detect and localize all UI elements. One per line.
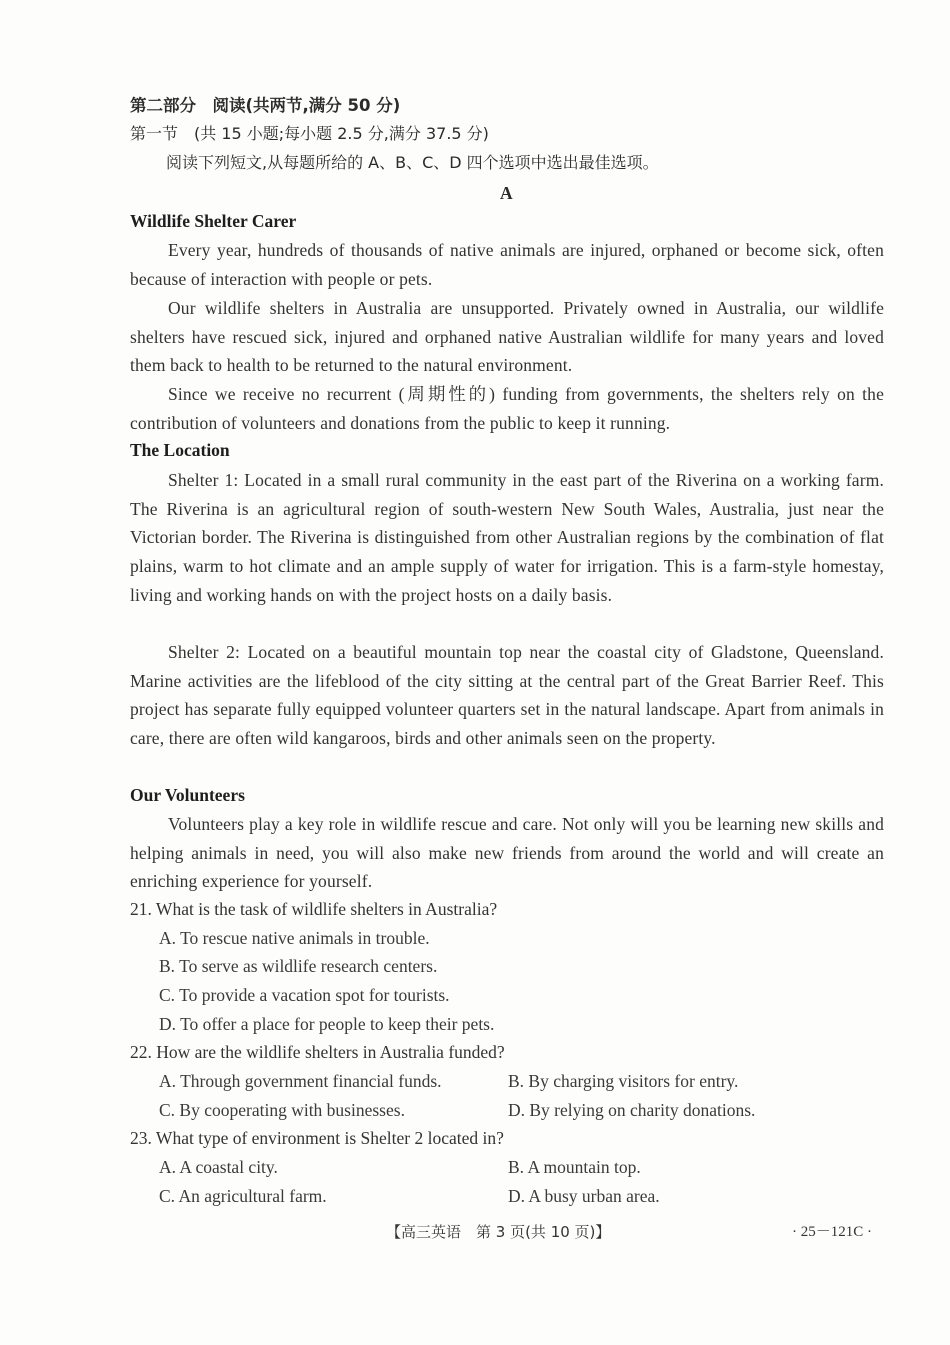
q23-option-d: D. A busy urban area. xyxy=(508,1186,660,1206)
passage-letter: A xyxy=(500,183,513,203)
shelter-1-paragraph: Shelter 1: Located in a small rural community in the east part of the Riverina on a working farm. The Riverina is an agricultural region of south-western New South Wales, Australia, just near the Victorian border. The Riverina is distinguished from other Australian regions by the combination of flat plains, warm to hot climate and an ample supply of water for irrigation. This is a farm-style homestay, living and working hands on with the project hosts on a daily basis. xyxy=(130,470,884,605)
q22-option-b: B. By charging visitors for entry. xyxy=(508,1071,739,1091)
paragraph-1: Every year, hundreds of thousands of native animals are injured, orphaned or become sick, often because of interaction with people or pets. xyxy=(130,240,884,289)
q22-option-a: A. Through government financial funds. xyxy=(159,1071,442,1091)
section-title: 第一节 (共 15 小题;每小题 2.5 分,满分 37.5 分) xyxy=(130,124,489,143)
q23-option-a: A. A coastal city. xyxy=(159,1157,278,1177)
q21-option-a: A. To rescue native animals in trouble. xyxy=(159,928,430,948)
location-heading: The Location xyxy=(130,440,230,460)
exam-code: · 25－121C · xyxy=(792,1224,872,1240)
part-title: 第二部分 阅读(共两节,满分 50 分) xyxy=(130,96,401,115)
q21-option-b: B. To serve as wildlife research centers. xyxy=(159,956,438,976)
q22-option-d: D. By relying on charity donations. xyxy=(508,1100,756,1120)
shelter-2-paragraph: Shelter 2: Located on a beautiful mountain top near the coastal city of Gladstone, Queensland. Marine activities are the lifeblood of the city sitting at the central part of the Great Barrier Reef. This project has separate fully equipped volunteer quarters set in the natural landscape. Apart from animals in care, there are often wild kangaroos, birds and other animals seen on the property. xyxy=(130,642,884,749)
paragraph-3: Since we receive no recurrent (周期性的) funding from governments, the shelters rely on the contribution of volunteers and donations from the public to keep it running. xyxy=(130,384,884,433)
volunteers-heading: Our Volunteers xyxy=(130,785,245,805)
q23-option-b: B. A mountain top. xyxy=(508,1157,641,1177)
instruction-text: 阅读下列短文,从每题所给的 A、B、C、D 四个选项中选出最佳选项。 xyxy=(166,153,659,172)
volunteers-paragraph: Volunteers play a key role in wildlife rescue and care. Not only will you be learning new skills and helping animals in need, you will also make new friends from around the world and will create an enriching experience for yourself. xyxy=(130,814,884,892)
q22-option-c: C. By cooperating with businesses. xyxy=(159,1100,405,1120)
question-21: 21. What is the task of wildlife shelters in Australia? xyxy=(130,899,498,919)
page-label: 【高三英语 第 3 页(共 10 页)】 xyxy=(386,1223,611,1241)
paragraph-2: Our wildlife shelters in Australia are unsupported. Privately owned in Australia, our wildlife shelters have rescued sick, injured and orphaned native Australian wildlife for many years and loved them back to health to be returned to the natural environment. xyxy=(130,298,884,376)
q23-option-c: C. An agricultural farm. xyxy=(159,1186,327,1206)
q21-option-c: C. To provide a vacation spot for tourists. xyxy=(159,985,450,1005)
passage-title: Wildlife Shelter Carer xyxy=(130,211,297,231)
question-23: 23. What type of environment is Shelter 2 located in? xyxy=(130,1128,504,1148)
question-22: 22. How are the wildlife shelters in Australia funded? xyxy=(130,1042,505,1062)
q21-option-d: D. To offer a place for people to keep their pets. xyxy=(159,1014,495,1034)
